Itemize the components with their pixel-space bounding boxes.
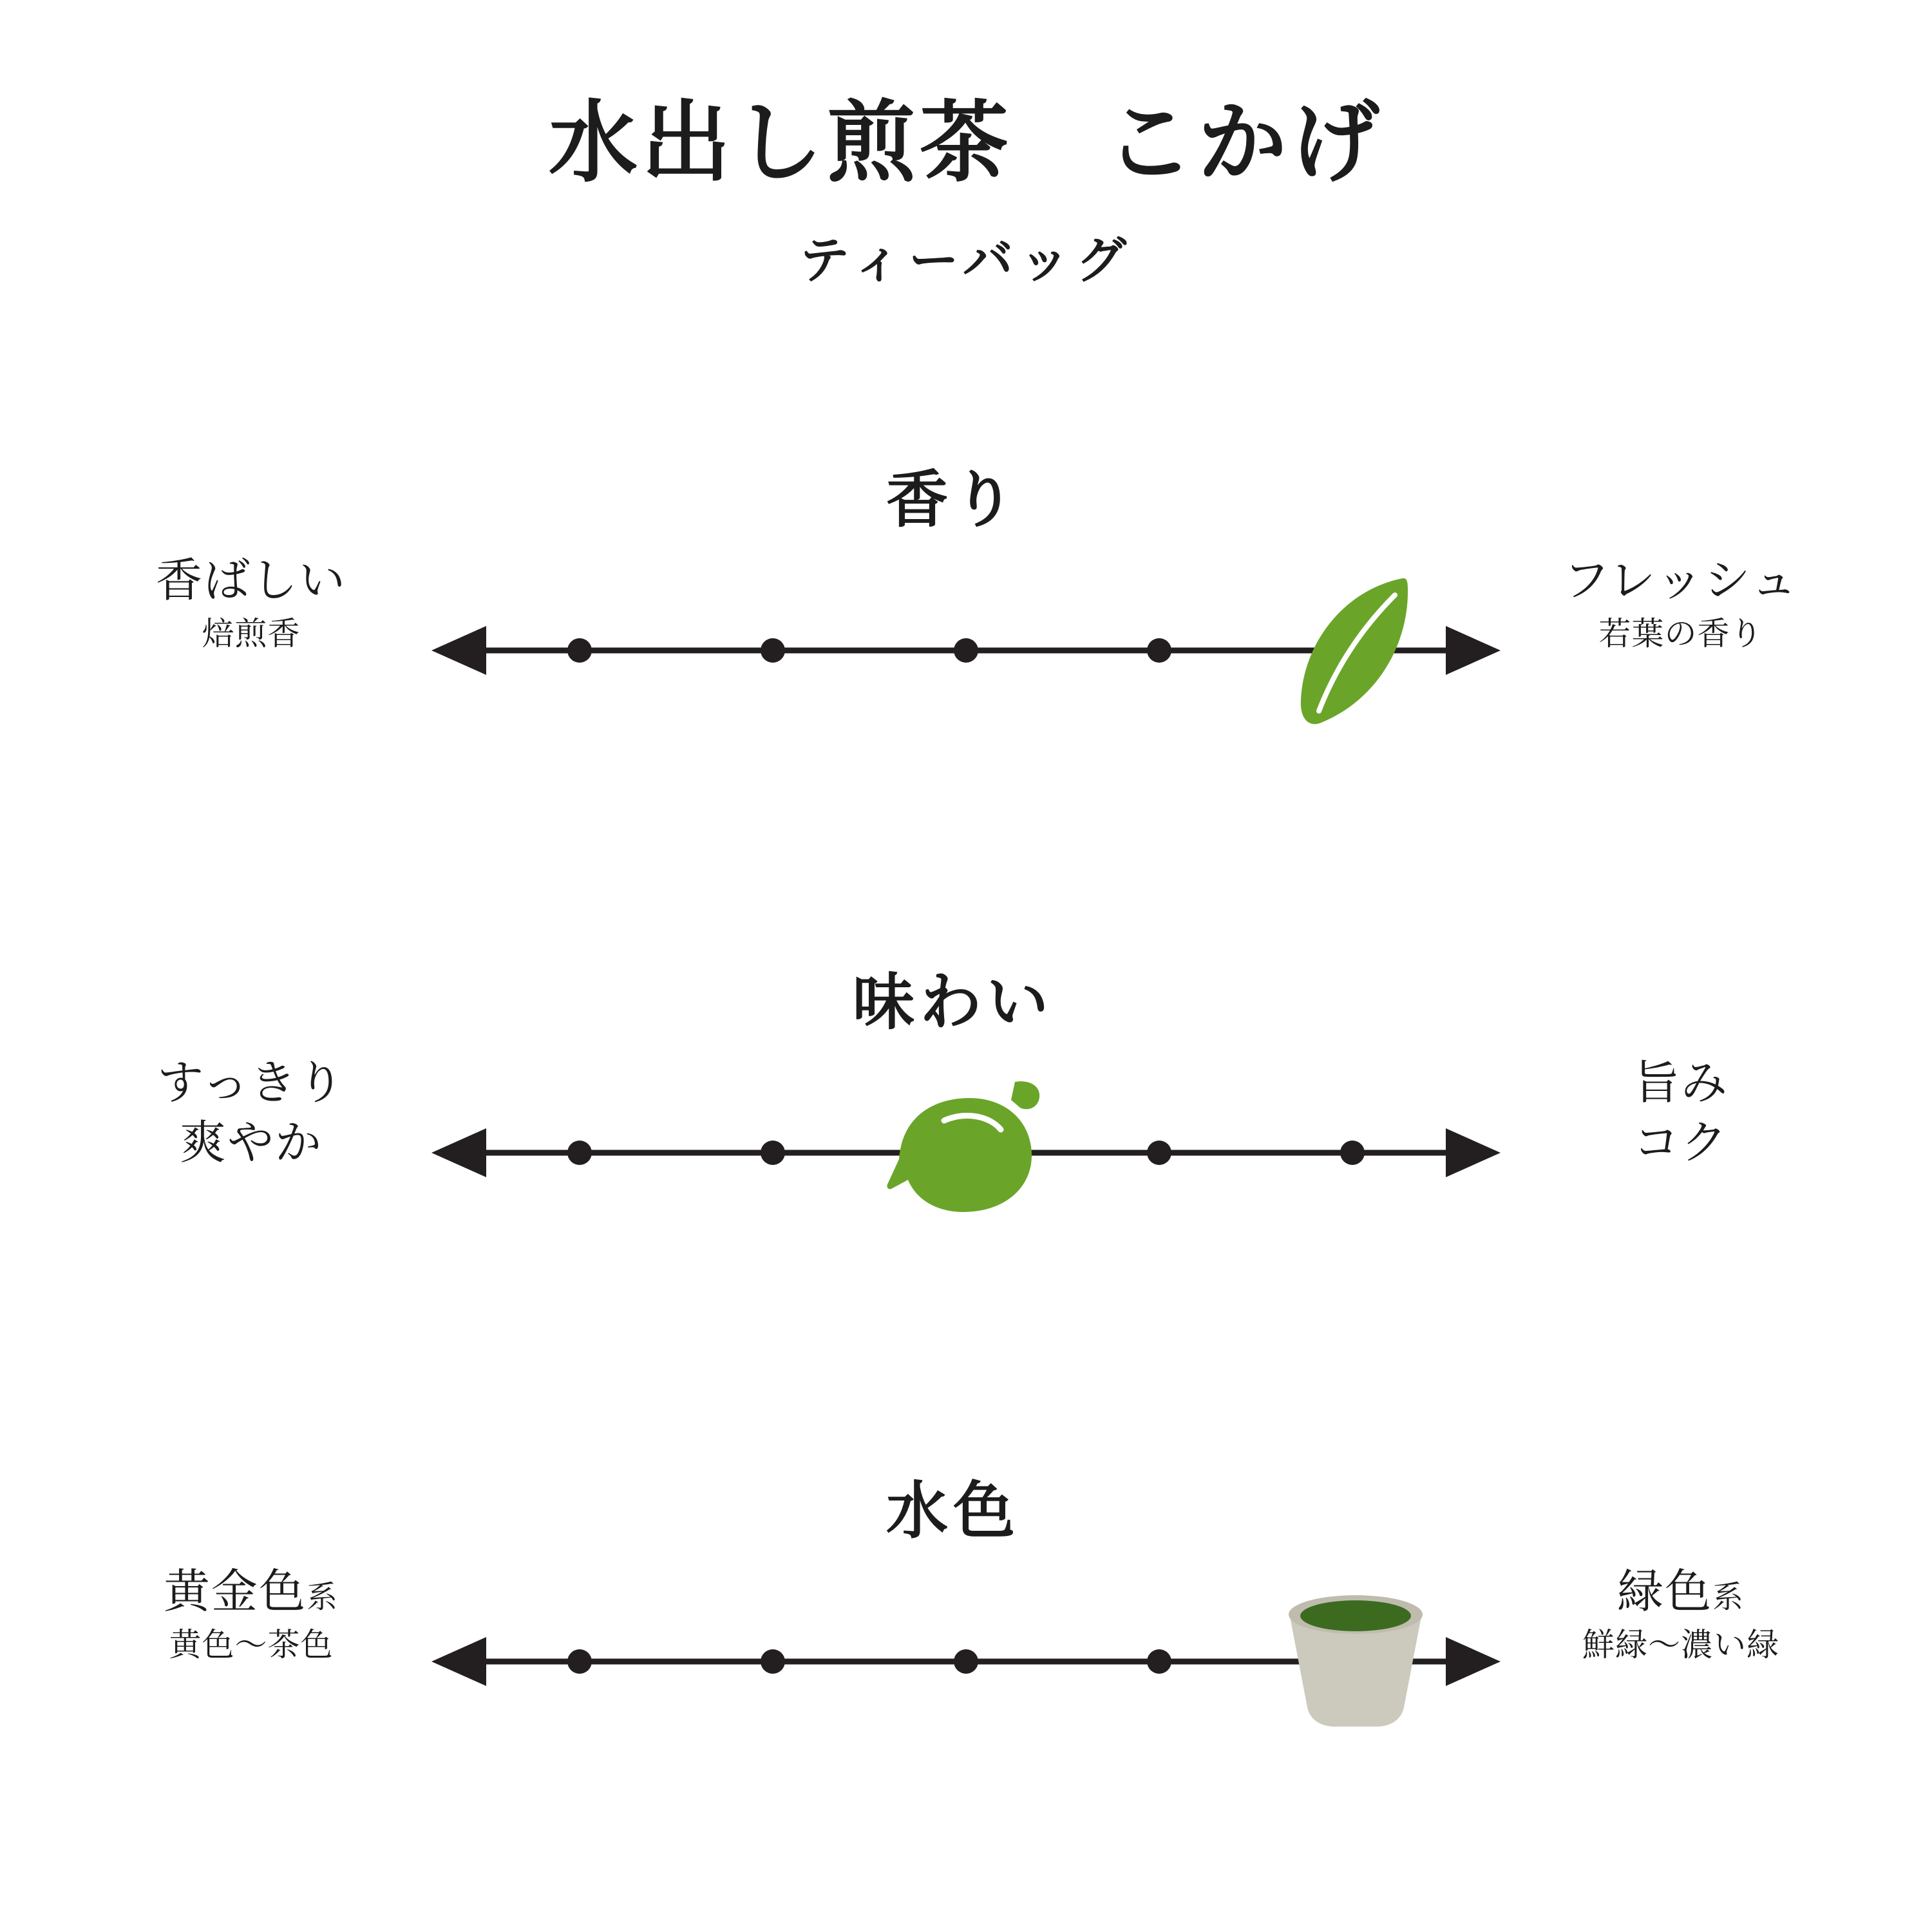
axis-right-label-sub-aroma: 若葉の香り bbox=[1598, 615, 1763, 652]
axis-left-label-taste bbox=[52, 1056, 451, 1171]
axis-left-label-main-aroma: 香ばしい bbox=[155, 555, 346, 607]
axis-block-color bbox=[0, 1462, 1932, 1797]
axis-left-label-aroma bbox=[52, 554, 451, 653]
axis-title-aroma: 香り bbox=[886, 466, 1020, 535]
axis-right-label-sub-color: 鮮緑〜濃い緑 bbox=[1582, 1626, 1779, 1663]
axis-row-taste bbox=[0, 1056, 1932, 1249]
axis-right-label-aroma bbox=[1481, 554, 1880, 653]
axis-left-label-text-color: 黄金色 bbox=[163, 1566, 307, 1618]
axis-row-aroma bbox=[0, 554, 1932, 747]
axis-left-label-suffix-color: 系 bbox=[307, 1580, 339, 1615]
scale-taste bbox=[425, 1056, 1507, 1249]
scale-aroma bbox=[425, 554, 1507, 747]
page-title: 水出し煎茶 こかげ bbox=[548, 94, 1383, 193]
axis-left-label-color bbox=[52, 1565, 451, 1664]
axis-left-label-main-taste: すっきり bbox=[157, 1057, 345, 1109]
scale-color bbox=[425, 1565, 1507, 1758]
axis-left-label-main-color bbox=[52, 1565, 451, 1620]
page-subtitle: ティーバッグ bbox=[799, 232, 1133, 289]
axis-right-label-suffix-color: 系 bbox=[1712, 1580, 1745, 1615]
axis-row-color bbox=[0, 1565, 1932, 1758]
axis-left-label-main2-taste: 爽やか bbox=[179, 1117, 323, 1169]
axis-right-label-main-color bbox=[1481, 1565, 1880, 1620]
axis-right-label-taste bbox=[1481, 1056, 1880, 1171]
axis-right-label-color bbox=[1481, 1565, 1880, 1664]
axis-title-taste: 味わい bbox=[853, 968, 1054, 1037]
axis-left-label-sub-color: 黄色〜茶色 bbox=[169, 1626, 334, 1663]
axis-title-color: 水色 bbox=[886, 1477, 1020, 1546]
axis-left-label-sub-aroma: 焙煎香 bbox=[202, 615, 301, 652]
axis-block-aroma bbox=[0, 451, 1932, 786]
axis-right-label-main-aroma: フレッシュ bbox=[1563, 555, 1799, 607]
axis-right-label-main2-taste: コク bbox=[1633, 1117, 1728, 1169]
axis-right-label-text-color: 緑色 bbox=[1616, 1566, 1712, 1618]
header bbox=[0, 90, 1932, 292]
axis-right-label-main-taste: 旨み bbox=[1633, 1057, 1728, 1109]
axis-block-taste bbox=[0, 953, 1932, 1288]
